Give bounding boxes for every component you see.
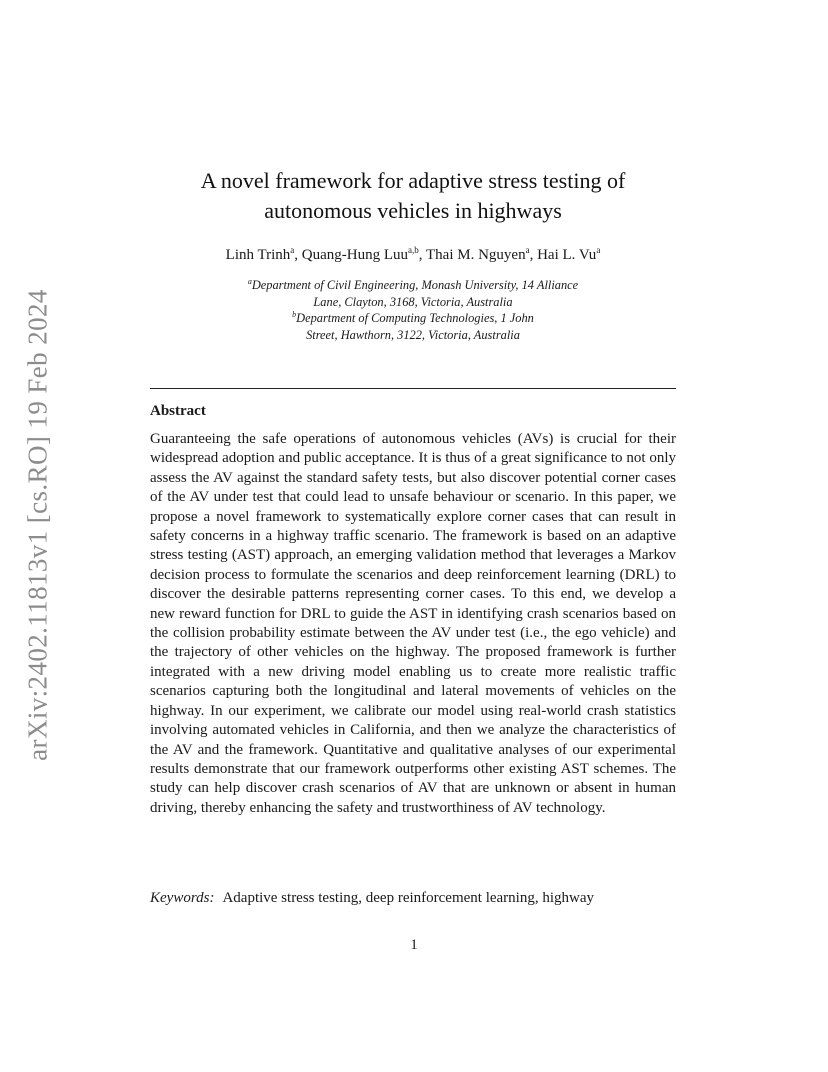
author-separator: , <box>418 247 426 263</box>
abstract-heading: Abstract <box>150 403 206 419</box>
author-separator: , <box>294 247 302 263</box>
horizontal-rule <box>150 388 676 389</box>
abstract-text: Guaranteeing the safe operations of autonomous vehicles (AVs) is crucial for their widespread adoption and public acceptance. It is thus of a great significance to not only assess the AV against the standard safety tests, but also discover potential corner cases of the AV under test that could lead to unsafe behaviour or scenario. In this paper, we propose a novel framework to systematically explore corner cases that can result in safety concerns in a highway traffic scenario. The framework is based on an adaptive stress testing (AST) approach, an emerging validation method that leverages a Markov decision process to formulate the scenarios and deep reinforcement learning (DRL) to discover the desirable patterns representing corner cases. To this end, we develop a new reward function for DRL to guide the AST in identifying crash scenarios based on the collision probability estimate between the AV under test (i.e., the ego vehicle) and the trajectory of other vehicles on the highway. The proposed framework is further integrated with a new driving model enabling us to create more realistic traffic scenarios capturing both the longitudinal and lateral movements of vehicles on the highway. In our experiment, we calibrate our model using real-world crash statistics involving automated vehicles in California, and then we analyze the characteristics of the AV and the framework. Quantitative and qualitative analyses of our experimental results demonstrate that our framework outperforms other existing AST schemes. The study can help discover crash scenarios of AV that are unknown or absent in human driving, thereby enhancing the safety and trustworthiness of AV technology. <box>150 431 676 816</box>
affiliation-b-text: Department of Computing Technologies, 1 John <box>296 311 534 325</box>
affiliation-a-text: Department of Civil Engineering, Monash University, 14 Alliance <box>251 278 579 292</box>
title-line-2: autonomous vehicles in highways <box>264 198 562 223</box>
author-name: Thai M. Nguyen <box>426 247 526 263</box>
author-affil-mark: a <box>596 245 601 255</box>
affiliation-b-line-1 <box>150 310 676 327</box>
author-affil-mark: a,b <box>408 245 419 255</box>
author-list <box>150 245 676 265</box>
affiliation-b-line-2: Street, Hawthorn, 3122, Victoria, Australia <box>306 327 520 342</box>
author-name: Hai L. Vu <box>537 247 597 263</box>
author <box>537 247 600 263</box>
keywords-text: Adaptive stress testing, deep reinforcement learning, highway <box>222 890 595 906</box>
arxiv-side-stamp: arXiv:2402.11813v1 [cs.RO] 19 Feb 2024 <box>22 289 53 761</box>
affiliation-a-line-1 <box>150 277 676 294</box>
author-affil-mark: a <box>525 245 530 255</box>
affiliations <box>150 277 676 343</box>
title-line-1: A novel framework for adaptive stress testing of <box>200 168 626 193</box>
author <box>302 247 426 263</box>
author-name: Quang-Hung Luu <box>301 247 409 263</box>
affiliation-a-line-2: Lane, Clayton, 3168, Victoria, Australia <box>313 294 513 309</box>
affiliation-b-mark: b <box>292 310 297 319</box>
page-number: 1 <box>410 937 418 953</box>
keywords <box>150 889 676 908</box>
author-affil-mark: a <box>290 245 295 255</box>
affiliation-a-mark: a <box>247 277 252 286</box>
paper-title <box>150 166 676 226</box>
author-separator: , <box>529 247 538 263</box>
author <box>426 247 537 263</box>
author <box>226 247 302 263</box>
author-name: Linh Trinh <box>225 247 291 263</box>
keywords-label: Keywords: <box>150 890 215 906</box>
